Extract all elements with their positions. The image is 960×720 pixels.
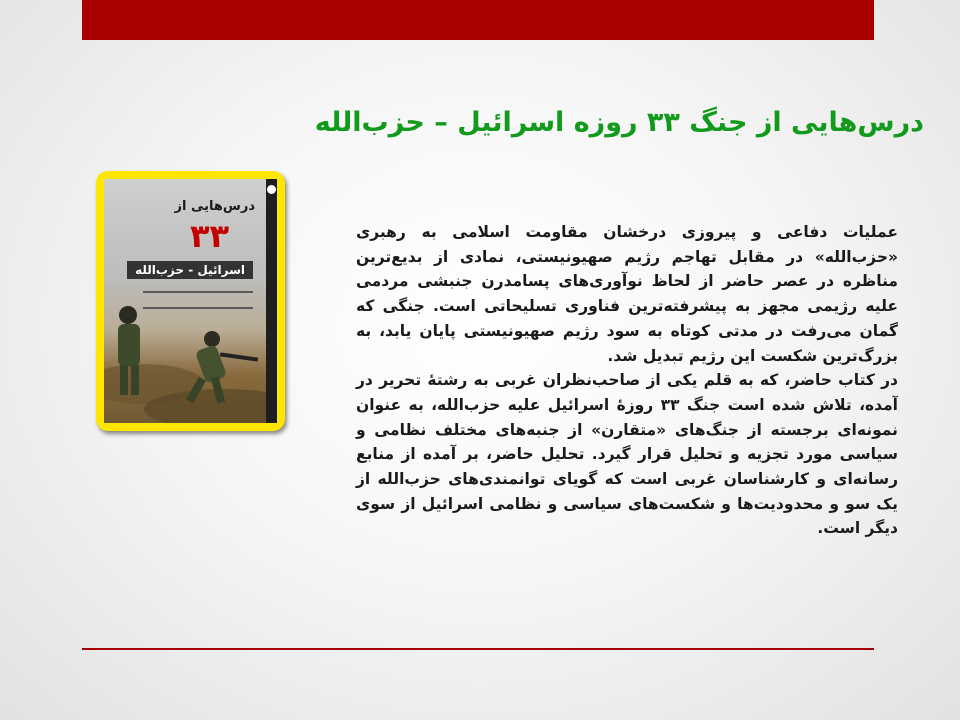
book-cover-frame	[96, 171, 285, 431]
paragraph-2: در کتاب حاضر، که به قلم یکی از صاحب‌نظران غربی به رشتهٔ تحریر در آمده، تلاش شده است جنگ ۳۳ روزهٔ اسرائیل علیه حزب‌الله، به عنوان نمونه‌ای برجسته از جنگ‌های «متقارن» از جنبه‌های مختلف نظامی و سیاسی مورد تجزیه و تحلیل قرار گیرد. تحلیل حاضر، بر آمده از منابع رسانه‌ای و کارشناسان غربی است که گویای توانمندی‌های حزب‌الله از یک سو و محدودیت‌ها و شکست‌های سیاسی و نظامی اسرائیل از سوی دیگر است.	[356, 371, 898, 538]
cover-title: درس‌هایی از	[174, 199, 255, 214]
paragraph-1: عملیات دفاعی و پیروزی درخشان مقاومت اسلامی به رهبری «حزب‌الله» در مقابل تهاجم رژیم صهیونیستی، نمادی از بدیع‌ترین مناظره در عصر حاضر از لحاظ نوآوری‌های پسامدرن جنبشی مردمی علیه رژیمی مجهز به پیشرفته‌ترین فناوری تسلیحاتی است. جنگی که گمان می‌رفت در مدتی کوتاه به سود رژیم صهیونیستی پایان یابد، به بزرگ‌ترین شکست این رژیم تبدیل شد.	[356, 223, 898, 365]
bottom-divider	[82, 648, 874, 650]
cover-side-strip	[266, 179, 277, 423]
cover-author-block	[143, 291, 253, 309]
slide-title: درس‌هایی از جنگ ۳۳ روزه اسرائیل – حزب‌الله	[314, 107, 924, 138]
body-text	[356, 220, 898, 541]
cover-number: ۳۳	[189, 217, 229, 255]
cover-subtitle: اسرائیل - حزب‌الله	[127, 261, 253, 279]
publisher-logo-icon	[267, 185, 276, 194]
book-cover-image	[104, 179, 277, 423]
top-accent-bar	[82, 0, 874, 40]
